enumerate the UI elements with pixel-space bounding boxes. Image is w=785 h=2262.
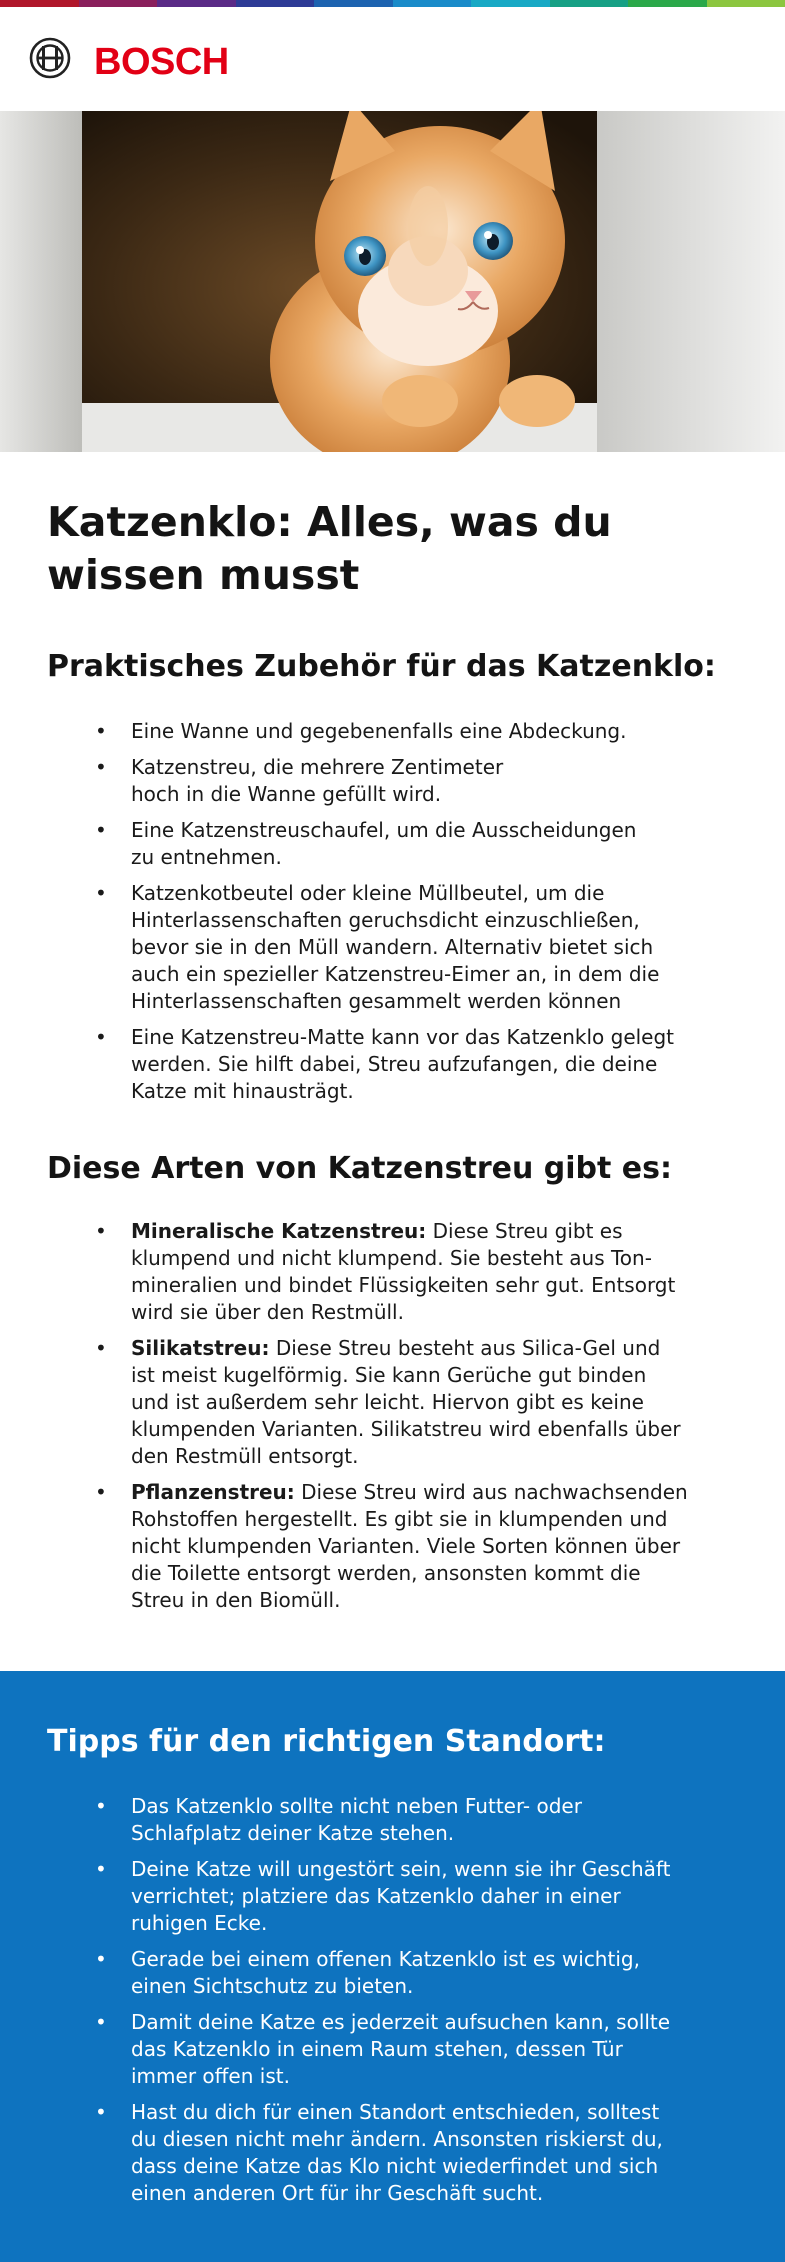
accessories-list: [0, 718, 785, 1114]
bullet-icon: •: [95, 1480, 107, 1504]
list-item: • Pflanzenstreu: Diese Streu wird aus nachwachsenden Rohstoffen hergestellt. Es gibt sie in klumpenden und nicht klumpenden Varianten. Viele Sorten können über die Toilette entsorgt werden, ansonsten kommt die Streu in den Biomüll.: [95, 1480, 688, 1612]
list-item: • Deine Katze will ungestört sein, wenn sie ihr Geschäft verrichtet; platziere das Katzenklo daher in einer ruhigen Ecke.: [95, 1857, 671, 1935]
bullet-icon: •: [95, 2100, 107, 2124]
list-item: • Eine Katzenstreu-Matte kann vor das Katzenklo gelegt werden. Sie hilft dabei, Streu aufzufangen, die deine Katze mit hinausträgt.: [95, 1025, 675, 1103]
bullet-icon: •: [95, 2010, 107, 2034]
location-tips-section: [0, 1671, 785, 2262]
bullet-icon: •: [95, 881, 107, 905]
bullet-icon: •: [95, 755, 107, 779]
brand-stripe-segment: [707, 0, 785, 7]
bullet-icon: •: [95, 719, 107, 743]
hero-image: [0, 111, 785, 452]
kitten-in-litter-box-photo-icon: [0, 111, 785, 452]
bullet-icon: •: [95, 1794, 107, 1818]
bosch-armature-logo-icon: [29, 37, 71, 79]
bosch-wordmark: BOSCH: [94, 41, 229, 83]
list-item: • Katzenstreu, die mehrere Zentimeter hoch in die Wanne gefüllt wird.: [95, 755, 504, 806]
list-item: • Damit deine Katze es jederzeit aufsuchen kann, sollte das Katzenklo in einem Raum stehen, dessen Tür immer offen ist.: [95, 2010, 671, 2088]
brand-stripe-segment: [471, 0, 550, 7]
brand-stripe-segment: [314, 0, 393, 7]
list-item: • Gerade bei einem offenen Katzenklo ist es wichtig, einen Sichtschutz zu bieten.: [95, 1947, 640, 1998]
list-item: • Eine Katzenstreuschaufel, um die Ausscheidungen zu entnehmen.: [95, 818, 637, 869]
brand-stripe-segment: [79, 0, 158, 7]
bullet-icon: •: [95, 1947, 107, 1971]
header: [0, 7, 785, 111]
brand-stripe-segment: [157, 0, 236, 7]
brand-stripe-segment: [393, 0, 472, 7]
bullet-icon: •: [95, 1025, 107, 1049]
brand-stripe-segment: [236, 0, 315, 7]
location-tips-heading: Tipps für den richtigen Standort:: [47, 1724, 606, 1759]
list-item: • Silikatstreu: Diese Streu besteht aus Silica-Gel und ist meist kugelförmig. Sie kann Gerüche gut binden und ist außerdem sehr leicht. Hiervon gibt es keine klumpenden Varianten. Silikatstreu wird ebenfalls über den Restmüll entsorgt.: [95, 1336, 681, 1468]
bullet-icon: •: [95, 1857, 107, 1881]
list-item: • Katzenkotbeutel oder kleine Müllbeutel, um die Hinterlassenschaften geruchsdicht einzuschließen, bevor sie in den Müll wandern. Alternativ bietet sich auch ein spezieller Katzenstreu-Eimer an, in dem die Hinterlassenschaften gesammelt werden können: [95, 881, 660, 1013]
location-tips-list: [0, 1793, 785, 2216]
bullet-icon: •: [95, 818, 107, 842]
bullet-icon: •: [95, 1336, 107, 1360]
brand-stripe-segment: [628, 0, 707, 7]
bullet-icon: •: [95, 1219, 107, 1243]
brand-color-stripe: [0, 0, 785, 7]
litter-types-heading: Diese Arten von Katzenstreu gibt es:: [47, 1151, 673, 1186]
list-item: • Das Katzenklo sollte nicht neben Futter- oder Schlafplatz deiner Katze stehen.: [95, 1794, 582, 1845]
brand-stripe-segment: [550, 0, 629, 7]
list-item: • Hast du dich für einen Standort entschieden, solltest du diesen nicht mehr ändern. Ansonsten riskierst du, dass deine Katze das Klo nicht wiederfindet und sich einen anderen Ort für ihr Geschäft sucht.: [95, 2100, 663, 2205]
accessories-heading: Praktisches Zubehör für das Katzenklo:: [47, 649, 716, 684]
list-item: • Eine Wanne und gegebenenfalls eine Abdeckung.: [95, 719, 627, 743]
litter-types-list: [0, 1218, 785, 1623]
brand-stripe-segment: [0, 0, 79, 7]
list-item: • Mineralische Katzenstreu: Diese Streu gibt es klumpend und nicht klumpend. Sie besteht aus Tonmineralien und bindet Flüssigkeiten sehr gut. Entsorgt wird sie über den Restmüll.: [95, 1219, 676, 1324]
page-title: Katzenklo: Alles, was du wissen musst: [47, 498, 612, 599]
